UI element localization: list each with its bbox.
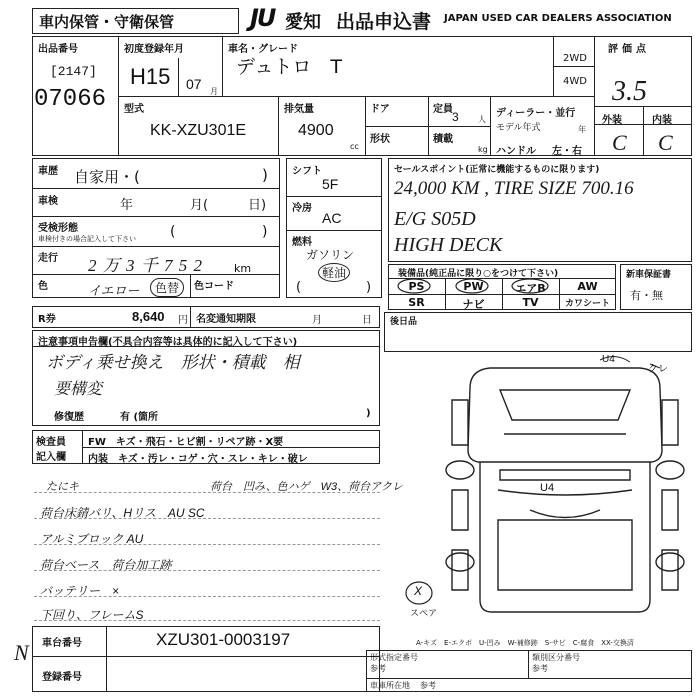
handle-label: ハンドル bbox=[496, 146, 536, 157]
warranty-label: 新車保証書 bbox=[626, 270, 672, 280]
shift-value: 5F bbox=[322, 176, 339, 192]
car-name-label: 車名・グレード bbox=[228, 44, 298, 55]
model-year-label: モデル年式 bbox=[496, 123, 541, 133]
ju-logo-mark: JU bbox=[250, 4, 275, 32]
reg-number-label: 登録番号 bbox=[42, 672, 82, 683]
checker-interior-row: 内装 キズ・汚レ・コゲ・穴・スレ・キレ・破レ bbox=[88, 454, 308, 465]
rating-interior-grade: C bbox=[658, 130, 673, 155]
remark-4: アルミブロック AU bbox=[40, 532, 144, 546]
rating-exterior-label: 外装 bbox=[602, 115, 622, 126]
displacement-label: 排気量 bbox=[284, 104, 314, 115]
repair-history-label: 修復歴 bbox=[54, 412, 84, 423]
equipment-aw: AW bbox=[577, 280, 598, 293]
history-close: ) bbox=[262, 166, 268, 184]
post-attach-label: 後日品 bbox=[390, 317, 418, 327]
dealer-label: ディーラー・並行 bbox=[496, 108, 576, 119]
class-type-ref: 参考 bbox=[532, 664, 548, 673]
remark-6: バッテリー × bbox=[40, 584, 120, 598]
equipment-tv: TV bbox=[522, 296, 539, 309]
fuel-label: 燃料 bbox=[292, 237, 312, 248]
rating-interior-label: 内装 bbox=[652, 115, 672, 126]
name-change-label: 名変通知期限 bbox=[196, 314, 256, 325]
fuel-gasoline: ガソリン bbox=[306, 248, 355, 262]
handle-value: 左・右 bbox=[552, 146, 582, 157]
margin-mark: N bbox=[14, 640, 29, 665]
color-repaint: 色替 bbox=[150, 278, 184, 297]
color-value: イエロー bbox=[88, 283, 140, 298]
displacement-value: 4900 bbox=[298, 122, 334, 139]
spare-label: スペア bbox=[410, 609, 438, 619]
notes-line2: 要構変 bbox=[54, 381, 103, 398]
name-change-month: 月 bbox=[312, 315, 322, 326]
equipment-label: 装備品(純正品に限り○をつけて下さい) bbox=[398, 269, 559, 279]
sales-point-line1: 24,000 KM , TIRE SIZE 700.16 bbox=[394, 178, 634, 199]
chassis-number: XZU301-0003197 bbox=[156, 630, 291, 649]
recycle-unit: 円 bbox=[178, 315, 188, 326]
damage-legend: A-キズ E-エクボ U-凹み W-補修跡 S-サビ C-腐食 XX-交換済 bbox=[416, 639, 634, 647]
repair-history-value: 有 (箇所 bbox=[120, 412, 159, 423]
mileage-value: 2 万 3 千 7 5 2 bbox=[88, 256, 203, 275]
shape-label: 形状 bbox=[370, 134, 390, 145]
equipment-pw: PW bbox=[463, 280, 484, 293]
car-body-diagram bbox=[440, 350, 690, 620]
lot-number: 07066 bbox=[34, 86, 107, 113]
diagram-dent-label: クレ bbox=[648, 364, 668, 375]
storage-label: 車内保管・守衛保管 bbox=[39, 13, 175, 31]
model-value: KK-XZU301E bbox=[150, 122, 247, 139]
capacity-label: 定員 bbox=[433, 104, 453, 115]
recycle-label: R券 bbox=[38, 314, 56, 325]
remark-7: 下回り、フレームS bbox=[40, 608, 144, 622]
drive-2wd: 2WD bbox=[563, 53, 587, 64]
equipment-leather: カワシート bbox=[564, 299, 610, 309]
location-ref: 参考 bbox=[420, 681, 436, 690]
inspection-month: 月( bbox=[190, 198, 209, 213]
checker-label-2: 記入欄 bbox=[36, 452, 66, 463]
repair-history-close: ) bbox=[366, 408, 371, 419]
equipment-ps: PS bbox=[408, 280, 425, 293]
rating-label: 評価点 bbox=[608, 44, 650, 55]
storage-box bbox=[32, 8, 239, 34]
inspection-label: 車検 bbox=[38, 196, 58, 207]
color-code-label: 色コード bbox=[194, 281, 234, 292]
sales-point-label: セールスポイント(正常に機能するものに限ります) bbox=[394, 165, 600, 175]
remark-1: たにキ bbox=[46, 481, 79, 493]
equipment-sr: SR bbox=[408, 296, 425, 309]
lot-label: 出品番号 bbox=[38, 44, 78, 55]
registration-year: H15 bbox=[130, 64, 171, 89]
registration-label: 初度登録年月 bbox=[124, 44, 184, 55]
load-label: 積載 bbox=[433, 134, 453, 145]
association-name: JAPAN USED CAR DEALERS ASSOCIATION bbox=[444, 13, 672, 24]
load-unit: kg bbox=[478, 145, 488, 154]
receipt-open: ( bbox=[170, 224, 176, 240]
remark-2: 荷台 凹み、色ハゲ W3、荷台アクレ bbox=[210, 481, 403, 493]
chassis-label: 車台番号 bbox=[42, 638, 82, 649]
fuel-close: ) bbox=[366, 280, 372, 295]
location-label: 車庫所在地 bbox=[370, 681, 410, 690]
form-type-label: 形式指定番号 bbox=[370, 653, 418, 662]
sales-point-line3: HIGH DECK bbox=[394, 234, 503, 256]
registration-month-unit: 月 bbox=[210, 87, 218, 96]
form-title: 出品申込書 bbox=[336, 11, 432, 33]
registration-month: 07 bbox=[186, 76, 202, 92]
capacity-unit: 人 bbox=[478, 115, 486, 124]
receipt-label: 受検形態 bbox=[38, 223, 78, 234]
name-change-day: 日 bbox=[362, 315, 372, 326]
lot-sub-number: [2147] bbox=[50, 64, 97, 79]
displacement-unit: cc bbox=[350, 142, 359, 151]
history-label: 車歴 bbox=[38, 166, 58, 177]
rating-exterior-grade: C bbox=[612, 130, 627, 155]
remark-3: 荷台床錆バリ、Hリス AU SC bbox=[40, 506, 205, 520]
receipt-close: ) bbox=[262, 224, 268, 240]
equipment-navi: ナビ bbox=[462, 298, 485, 311]
diagram-u4-label: U4 bbox=[602, 354, 615, 365]
fuel-diesel-circled: 軽油 bbox=[318, 263, 350, 282]
spare-mark: X bbox=[414, 584, 423, 598]
shift-label: シフト bbox=[292, 166, 322, 177]
history-value: 自家用・( bbox=[74, 168, 140, 186]
fuel-open: ( bbox=[296, 280, 302, 295]
sales-point-line2: E/G S05D bbox=[394, 208, 476, 230]
model-year-unit: 年 bbox=[578, 125, 586, 134]
car-name-value: デュトロ T bbox=[236, 56, 343, 78]
receipt-note: 車検付きの場合記入して下さい bbox=[38, 235, 136, 243]
notes-label: 注意事項申告欄(不具合内容等は具体的に記入して下さい) bbox=[38, 337, 298, 348]
doors-label: ドア bbox=[370, 104, 390, 115]
aircon-value: AC bbox=[322, 210, 342, 226]
remark-5: 荷台ベース 荷台加工跡 bbox=[40, 558, 172, 572]
inspection-year: 年 bbox=[120, 198, 134, 213]
model-label: 型式 bbox=[124, 104, 144, 115]
mileage-unit: km bbox=[234, 262, 252, 275]
capacity-value: 3 bbox=[452, 110, 459, 124]
logo-region: 愛知 bbox=[285, 12, 321, 33]
drive-4wd: 4WD bbox=[563, 76, 587, 87]
checker-fw-row: FW キズ・飛石・ヒビ割・リペア跡・X要 bbox=[88, 437, 284, 448]
diagram-u4-center: U4 bbox=[540, 482, 555, 494]
checker-label-1: 検査員 bbox=[36, 437, 66, 448]
inspection-day: 日) bbox=[248, 198, 267, 213]
equipment-circles bbox=[388, 264, 616, 310]
form-type-ref: 参考 bbox=[370, 664, 386, 673]
warranty-value: 有・無 bbox=[630, 289, 663, 302]
recycle-value: 8,640 bbox=[132, 309, 165, 324]
equipment-airbag: エアB bbox=[515, 282, 546, 295]
class-type-label: 類別区分番号 bbox=[532, 653, 580, 662]
notes-line1: ボディ乗せ換え 形状・積載 相 bbox=[46, 353, 300, 372]
mileage-label: 走行 bbox=[38, 253, 58, 264]
color-label: 色 bbox=[38, 281, 48, 292]
rating-score: 3.5 bbox=[612, 76, 647, 107]
aircon-label: 冷房 bbox=[292, 203, 312, 214]
post-attach-block bbox=[384, 312, 692, 352]
